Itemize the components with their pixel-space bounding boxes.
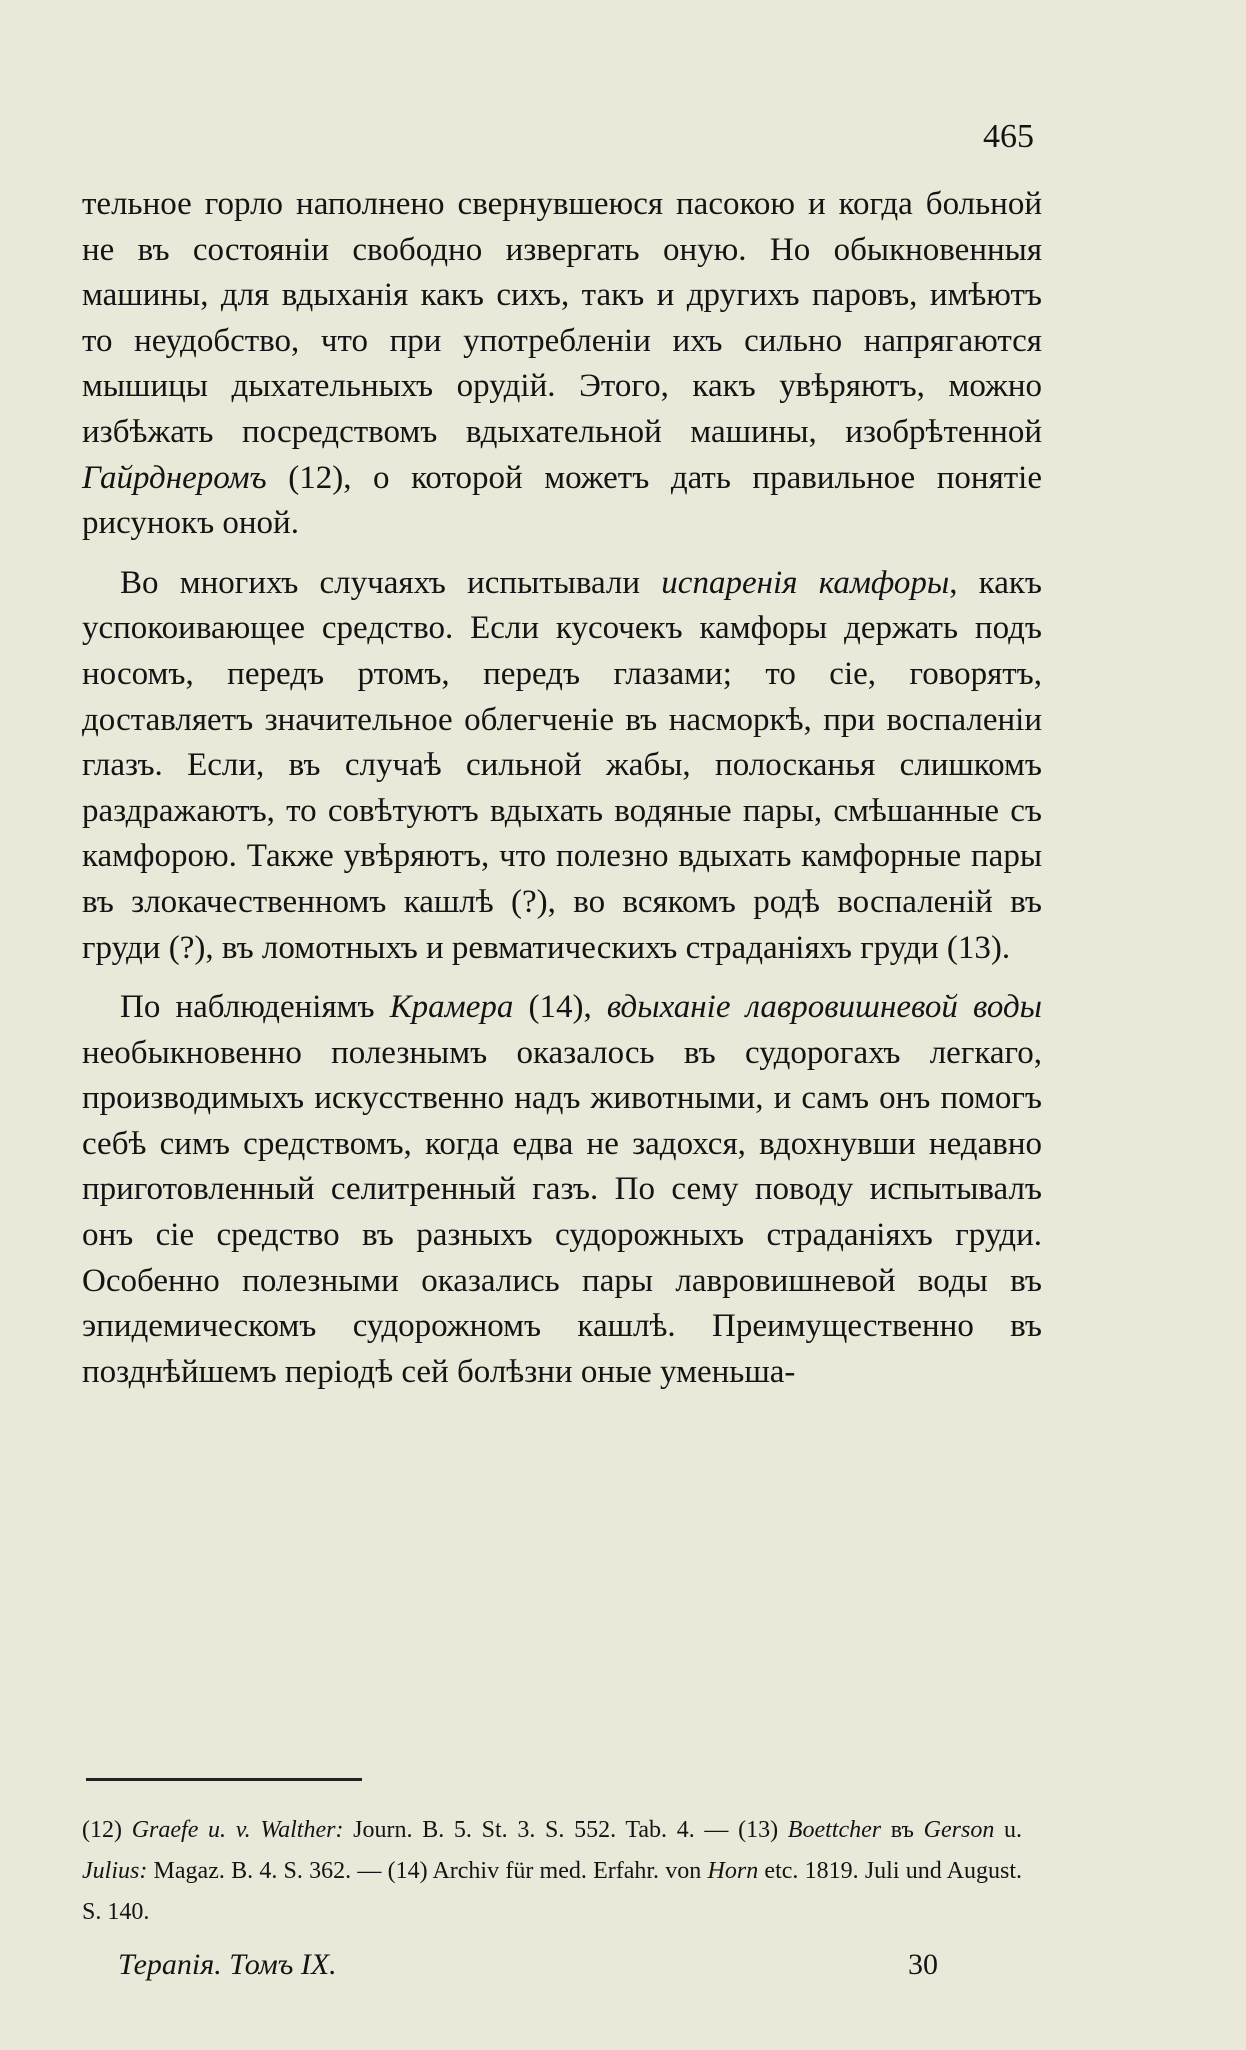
footnote-source: Gerson (923, 1817, 995, 1843)
emphasis-term: вдыханiе лавровишневой воды (606, 989, 1042, 1026)
signature-title: Терапiя. Томъ IX. (118, 1948, 337, 1981)
footnote-source: Graefe u. v. Walther: (131, 1817, 344, 1843)
footnote-divider (86, 1778, 362, 1781)
text-run: Во многихъ случаяхъ испытывали (120, 564, 662, 601)
body-text (82, 182, 1042, 1395)
text-run: тельное горло наполнено свернувшеюся пасокою и когда больной не въ состоянiи свободно извергать оную. Но обыкновенныя машины, для вдыханiя какъ сихъ, такъ и другихъ паровъ, имѣютъ то неудобство, что при употребленiи ихъ сильно напрягаются мышицы дыхательныхъ орудiй. Этого, какъ увѣряютъ, можно избѣжать посредствомъ вдыхательной машины, изобрѣтенной (82, 186, 1042, 450)
footnote-source: Horn (707, 1858, 759, 1884)
printer-signature (118, 1948, 938, 1982)
footnote-run: etc. 1819. Juli und August. S. 140. (82, 1858, 1022, 1925)
footnote-source: Boettcher (787, 1817, 882, 1843)
paragraph-3 (82, 985, 1042, 1395)
page-number: 465 (983, 118, 1034, 155)
text-run: По наблюденiямъ (120, 989, 390, 1026)
author-name: Крамера (389, 989, 514, 1026)
text-run: (12), о которой можетъ дать правильное понятiе рисунокъ оной. (82, 459, 1042, 542)
paragraph-1 (82, 182, 1042, 547)
footnote-run: u. (994, 1817, 1023, 1843)
footnote-run: Journ. B. 5. St. 3. S. 552. Tab. 4. — (13) (343, 1817, 788, 1843)
footnote-run: Magaz. B. 4. S. 362. — (14) Archiv für med. Erfahr. von (147, 1858, 708, 1884)
text-run: , какъ успокоивающее средство. Если кусочекъ камфоры держать подъ носомъ, передъ ртомъ, передъ глазами; то сiе, говорятъ, доставляетъ значительное облегченiе въ насморкѣ, при воспаленiи глазъ. Если, въ случаѣ сильной жабы, полосканья слишкомъ раздражаютъ, то совѣтуютъ вдыхать водяные пары, смѣшанные съ камфорою. Также увѣряютъ, что полезно вдыхать камфорные пары въ злокачественномъ кашлѣ (?), во всякомъ родѣ воспаленiй въ груди (?), въ ломотныхъ и ревматическихъ страданiяхъ груди (13). (82, 564, 1042, 966)
footnotes (82, 1810, 1022, 1933)
paragraph-2 (82, 561, 1042, 971)
footnote-source: Julius: (82, 1858, 148, 1884)
text-run: (14), (513, 989, 607, 1026)
signature-number: 30 (908, 1948, 938, 1981)
emphasis-term: испаренiя камфоры (661, 564, 950, 601)
text-run: необыкновенно полезнымъ оказалось въ судорогахъ легкаго, производимыхъ искусственно надъ животными, и самъ онъ помогъ себѣ симъ средствомъ, когда едва не задохся, вдохнувши недавно приготовленный селитренный газъ. По сему поводу испытывалъ онъ сiе средство въ разныхъ судорожныхъ страданiяхъ груди. Особенно полезными оказались пары лавровишневой воды въ эпидемическомъ судорожномъ кашлѣ. Преимущественно въ позднѣйшемъ перiодѣ сей болѣзни оные уменьша- (82, 1034, 1042, 1390)
footnote-run: въ (881, 1817, 924, 1843)
footnote-run: (12) (82, 1817, 132, 1843)
author-name: Гайрднеромъ (82, 459, 267, 496)
